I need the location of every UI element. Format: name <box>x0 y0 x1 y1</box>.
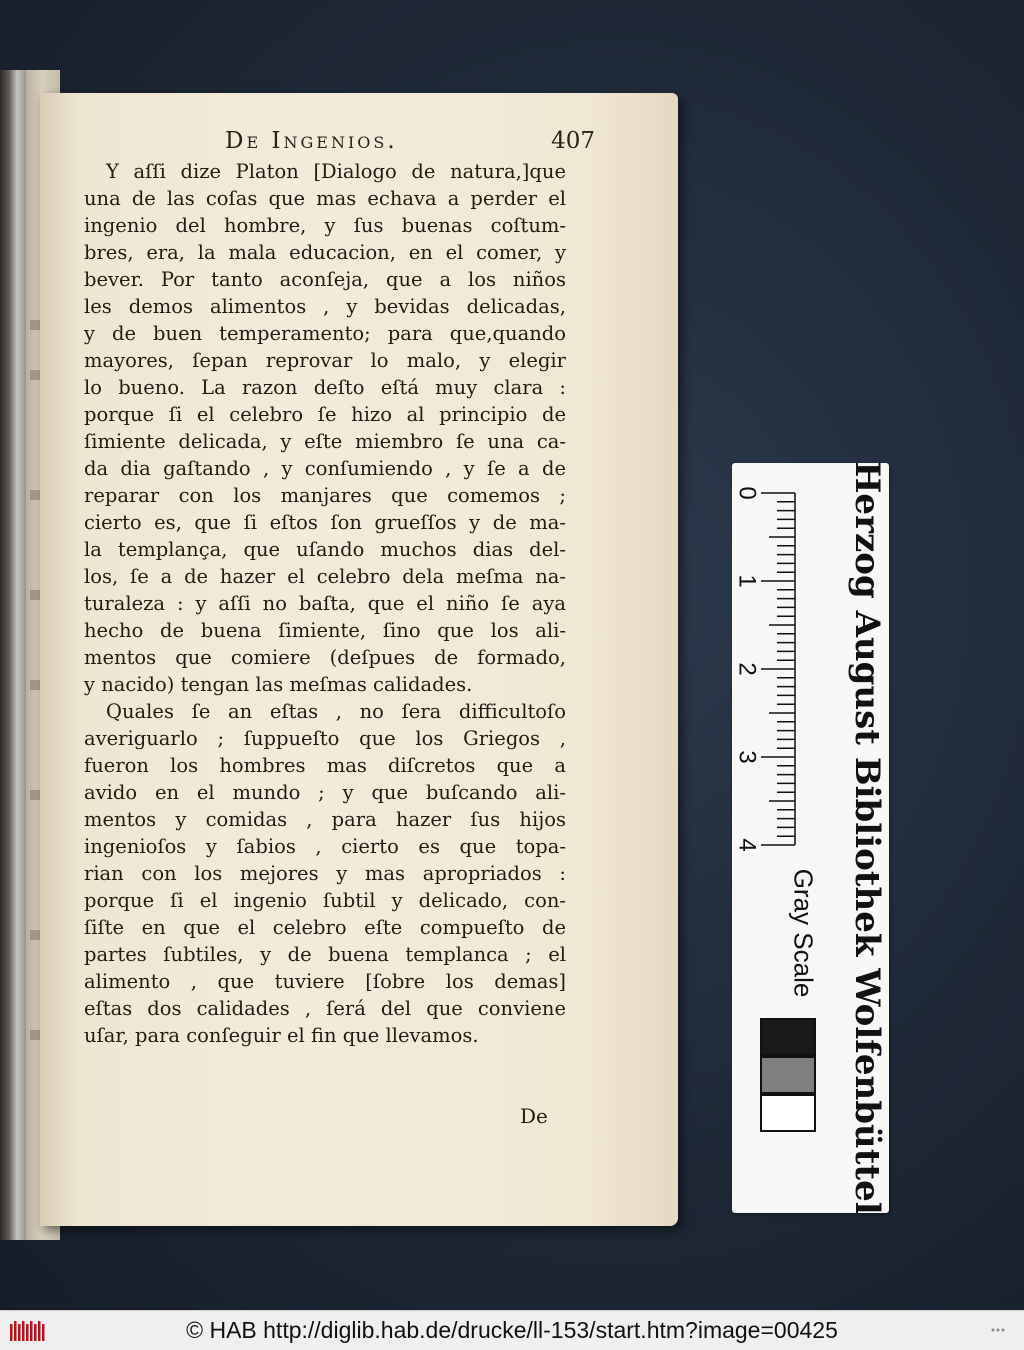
text-line: partes ſubtiles, y de buena templanca ; el <box>84 943 566 966</box>
ruler-title-text: Herzog August Bibliothek Wolfenbüttel <box>847 461 887 1215</box>
body-text <box>84 158 566 1049</box>
text-line: turaleza : y aſſi no baſta, que el niño ſe aya <box>84 592 566 615</box>
text-line: Quales ſe an eſtas , no ſera difficultoſo <box>106 700 566 723</box>
text-line: mentos y comidas , para hazer ſus hijos <box>84 808 566 831</box>
color-scale-ruler <box>732 463 889 1213</box>
text-line: fueron los hombres mas diſcretos que a <box>84 754 566 777</box>
ruler-number: 2 <box>733 662 761 676</box>
page-header <box>225 128 595 158</box>
text-line: ſimiente delicada, y eſte miembro ſe una ca- <box>84 430 566 453</box>
ruler-number: 3 <box>733 750 761 764</box>
ruler-scale <box>732 463 832 863</box>
text-line: alimento , que tuviere [ſobre los demas] <box>84 970 566 993</box>
ruler-number: 1 <box>733 574 761 588</box>
ruler-title <box>847 461 887 1215</box>
running-head: De Ingenios. <box>225 128 398 154</box>
text-line: porque ſi el ingenio ſubtil y delicado, con- <box>84 889 566 912</box>
copyright-url[interactable]: © HAB http://diglib.hab.de/drucke/ll-153/start.htm?image=00425 <box>186 1317 838 1343</box>
text-line: eſtas dos calidades , ſerá del que conviene <box>84 997 566 1020</box>
text-line: una de las coſas que mas echava a perder el <box>84 187 566 210</box>
text-line: avido en el mundo ; y que buſcando ali- <box>84 781 566 804</box>
more-icon[interactable] <box>990 1325 1006 1335</box>
gray-scale-label: Gray Scale <box>788 868 819 998</box>
text-line: porque ſi el celebro ſe hizo al principio de <box>84 403 566 426</box>
footer-bar <box>0 1310 1024 1350</box>
text-line: ingenioſos y ſabios , cierto es que topa- <box>84 835 566 858</box>
page-clip <box>10 70 26 1240</box>
text-line: reparar con los manjares que comemos ; <box>84 484 566 507</box>
text-line: los, ſe a de hazer el celebro dela meſma na- <box>84 565 566 588</box>
swatch-white <box>760 1094 816 1132</box>
text-line: hecho de buena ſimiente, ſino que los ali- <box>84 619 566 642</box>
text-line: uſar, para conſeguir el fin que llevamos. <box>84 1024 479 1047</box>
catchword: De <box>520 1104 548 1128</box>
text-line: rian con los mejores y mas apropriados : <box>84 862 566 885</box>
text-line: la templança, que uſando muchos dias del- <box>84 538 566 561</box>
text-line: bever. Por tanto aconſeja, que a los niños <box>84 268 566 291</box>
ruler-number: 4 <box>733 838 761 852</box>
text-line: y nacido) tengan las meſmas calidades. <box>84 673 473 696</box>
text-line: lo bueno. La razon deſto eſtá muy clara : <box>84 376 566 399</box>
text-line: mayores, ſepan reprovar lo malo, y elegir <box>84 349 566 372</box>
text-line: ſiſte en que el celebro eſte compueſto de <box>84 916 566 939</box>
text-line: bres, era, la mala educacion, en el comer, y <box>84 241 566 264</box>
ruler-number: 0 <box>733 486 761 500</box>
swatch-black <box>760 1018 816 1056</box>
swatch-gray <box>760 1056 816 1094</box>
text-line: mentos que comiere (deſpues de formado, <box>84 646 566 669</box>
text-line: Y aſſi dize Platon [Dialogo de natura,]que <box>106 160 566 183</box>
text-line: da dia gaſtando , y conſumiendo , y ſe a de <box>84 457 566 480</box>
page-number: 407 <box>551 128 595 154</box>
text-line: les demos alimentos , y bevidas delicadas, <box>84 295 566 318</box>
text-line: cierto es, que ſi eſtos ſon grueſſos y de ma- <box>84 511 566 534</box>
text-line: ingenio del hombre, y ſus buenas coſtum- <box>84 214 566 237</box>
text-line: y de buen temperamento; para que,quando <box>84 322 566 345</box>
text-line: averiguarlo ; ſuppueſto que los Griegos , <box>84 727 566 750</box>
